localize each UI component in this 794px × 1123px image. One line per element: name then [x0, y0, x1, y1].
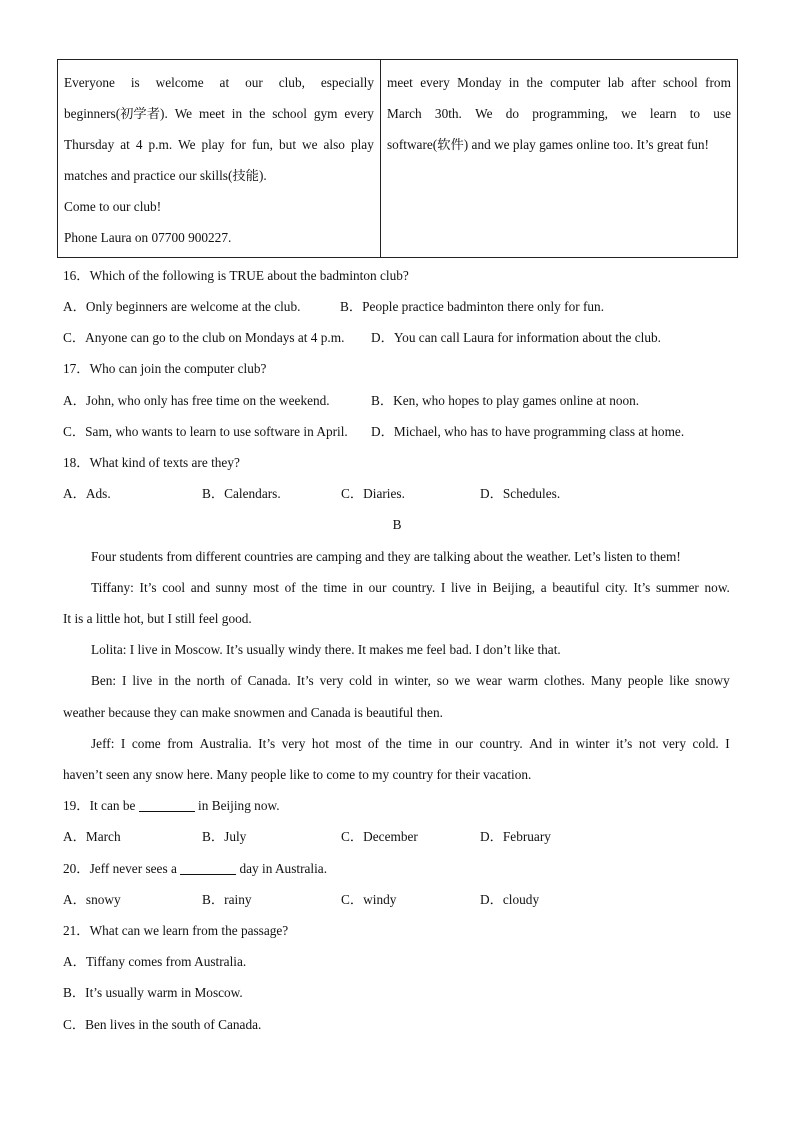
word: cool [162, 580, 186, 595]
word: hot [311, 736, 329, 751]
word: most [253, 580, 279, 595]
word: We [174, 106, 193, 121]
word: city. [605, 580, 628, 595]
word: time [408, 736, 432, 751]
word: school [272, 106, 307, 121]
word: sunny [215, 580, 248, 595]
word: from [167, 736, 194, 751]
word: beautiful [552, 580, 600, 595]
word: play [350, 137, 374, 152]
word: like [669, 673, 690, 688]
q20-answer-blank [180, 860, 236, 875]
word: to [689, 106, 701, 121]
word: live [450, 580, 471, 595]
word: now. [704, 580, 730, 595]
word: for [230, 137, 246, 152]
club-ads-table [57, 59, 738, 258]
word: not [638, 736, 656, 751]
q16-option-a[interactable]: A．Only beginners are welcome at the club. [63, 299, 301, 314]
word: in [438, 736, 449, 751]
word: It’s [296, 673, 314, 688]
q17-option-c[interactable]: C．Sam, who wants to learn to use software in April. [63, 424, 348, 439]
word: people [627, 673, 664, 688]
word: our [455, 736, 474, 751]
word: the [174, 673, 191, 688]
word: We [475, 106, 493, 121]
word: I [440, 580, 446, 595]
word: winter [575, 736, 610, 751]
word: we [621, 106, 637, 121]
tiffany-line-1 [91, 572, 730, 603]
section-b-heading: B [392, 517, 402, 532]
word: at [219, 75, 230, 90]
badminton-ad-line [64, 222, 374, 253]
word: beginners(初学者). [64, 106, 168, 121]
word: Phone Laura on 07700 900227. [64, 230, 232, 245]
badminton-ad-line [64, 160, 374, 191]
word: in [158, 673, 169, 688]
word: in [377, 673, 389, 688]
word: It’s [139, 580, 157, 595]
word: we [302, 137, 318, 152]
q21-option-b[interactable]: B．It’s usually warm in Moscow. [63, 985, 243, 1000]
jeff-line-1 [91, 728, 730, 759]
word: use [713, 106, 731, 121]
q20-stem-start: 20．Jeff never sees a [63, 861, 177, 876]
word: cold. [692, 736, 719, 751]
q19-stem-end: in Beijing now. [198, 798, 280, 813]
passage-intro: Four students from different countries are camping and they are talking about the weather. Let’s listen to them! [91, 549, 681, 564]
word: and [190, 580, 210, 595]
ben-line-1 [91, 665, 730, 696]
q18-option-b[interactable]: B．Calendars. [202, 486, 281, 501]
q19-stem-start: 19．It can be [63, 798, 136, 813]
word: most [335, 736, 362, 751]
word: every [344, 106, 374, 121]
q17-option-a[interactable]: A．John, who only has free time on the weekend. [63, 393, 330, 408]
word: Thursday [64, 137, 115, 152]
word: of [367, 736, 379, 751]
question-19-stem [63, 790, 280, 821]
q21-option-c[interactable]: C．Ben lives in the south of Canada. [63, 1017, 262, 1032]
q19-option-c[interactable]: C．December [341, 829, 418, 844]
word: in [476, 580, 487, 595]
word: in [508, 75, 520, 90]
lolita-line: Lolita: I live in Moscow. It’s usually windy there. It makes me feel bad. I don’t like that. [91, 642, 561, 657]
word: the [301, 580, 318, 595]
word: clothes. [544, 673, 585, 688]
word: Australia. [199, 736, 252, 751]
word: 30th. [434, 106, 462, 121]
word: matches and practice our skills(技能). [64, 168, 267, 183]
question-21-stem: 21．What can we learn from the passage? [63, 923, 289, 938]
word: come [131, 736, 161, 751]
computer-ad-line [387, 129, 731, 160]
word: live [132, 673, 153, 688]
word: every [420, 75, 450, 90]
computer-ad-line [387, 67, 731, 98]
word: of [230, 673, 242, 688]
computer-club-ad [381, 60, 737, 257]
q16-option-c[interactable]: C．Anyone can go to the club on Mondays at 4 p.m. [63, 330, 345, 345]
badminton-club-ad [58, 60, 381, 257]
word: programming, [532, 106, 608, 121]
word: it’s [616, 736, 633, 751]
word: It’s [633, 580, 651, 595]
word: Ben: [91, 673, 117, 688]
word: computer [550, 75, 601, 90]
word: meet [199, 106, 225, 121]
word: I [122, 673, 127, 688]
question-18-stem: 18．What kind of texts are they? [63, 455, 240, 470]
word: country. [479, 736, 523, 751]
word: time [323, 580, 347, 595]
q18-option-c[interactable]: C．Diaries. [341, 486, 405, 501]
word: Come to our club! [64, 199, 162, 214]
tiffany-line-2: It is a little hot, but I still feel good. [63, 611, 252, 626]
word: but [279, 137, 297, 152]
q20-option-b[interactable]: B．rainy [202, 892, 252, 907]
word: Monday [457, 75, 502, 90]
word: cold [349, 673, 373, 688]
computer-ad-line [387, 98, 731, 129]
word: meet [387, 75, 413, 90]
q20-option-c[interactable]: C．windy [341, 892, 397, 907]
q19-answer-blank [139, 797, 195, 812]
q18-option-a[interactable]: A．Ads. [63, 486, 111, 501]
q17-option-b[interactable]: B．Ken, who hopes to play games online at noon. [371, 393, 640, 408]
q19-option-d[interactable]: D．February [480, 829, 551, 844]
word: of [284, 580, 296, 595]
word: the [385, 736, 402, 751]
word: Everyone [64, 75, 115, 90]
word: a [540, 580, 547, 595]
word: summer [656, 580, 699, 595]
word: wear [476, 673, 502, 688]
word: Canada. [247, 673, 291, 688]
word: club, [278, 75, 305, 90]
word: in [231, 106, 243, 121]
q16-option-b[interactable]: B．People practice badminton there only for fun. [340, 299, 605, 314]
word: fun, [251, 137, 274, 152]
word: very [281, 736, 306, 751]
word: lab [607, 75, 624, 90]
word: 4 [135, 137, 143, 152]
question-16-stem: 16．Which of the following is TRUE about the badminton club? [63, 268, 409, 283]
q20-stem-end: day in Australia. [239, 861, 328, 876]
word: learn [649, 106, 677, 121]
word: Many [590, 673, 622, 688]
word: p.m. [148, 137, 173, 152]
word: do [505, 106, 520, 121]
q18-option-d[interactable]: D．Schedules. [480, 486, 561, 501]
word: warm [507, 673, 539, 688]
word: in [352, 580, 363, 595]
word: very [662, 736, 686, 751]
word: is [130, 75, 140, 90]
word: I [725, 736, 730, 751]
word: Jeff: [91, 736, 115, 751]
word: north [196, 673, 225, 688]
word: Tiffany: [91, 580, 134, 595]
word: Beijing, [492, 580, 536, 595]
q19-option-a[interactable]: A．March [63, 829, 121, 844]
word: We [178, 137, 196, 152]
word: especially [320, 75, 374, 90]
word: welcome [155, 75, 204, 90]
q16-option-d[interactable]: D．You can call Laura for information about the club. [371, 330, 661, 345]
word: It’s [258, 736, 276, 751]
badminton-ad-line [64, 129, 374, 160]
word: we [454, 673, 471, 688]
word: school [663, 75, 698, 90]
word: country. [392, 580, 436, 595]
ben-line-2: weather because they can make snowmen and Canada is beautiful then. [63, 705, 443, 720]
word: at [120, 137, 130, 152]
word: after [631, 75, 656, 90]
word: play [201, 137, 225, 152]
word: And [529, 736, 553, 751]
question-20-stem [63, 853, 327, 884]
word: in [558, 736, 569, 751]
word: very [319, 673, 344, 688]
word: also [323, 137, 345, 152]
word: our [368, 580, 387, 595]
q21-option-a[interactable]: A．Tiffany comes from Australia. [63, 954, 247, 969]
question-17-stem: 17．Who can join the computer club? [63, 361, 267, 376]
word: our [245, 75, 263, 90]
q20-option-a[interactable]: A．snowy [63, 892, 121, 907]
word: gym [313, 106, 338, 121]
q17-option-d[interactable]: D．Michael, who has to have programming class at home. [371, 424, 685, 439]
word: snowy [695, 673, 730, 688]
word: March [387, 106, 422, 121]
q20-option-d[interactable]: D．cloudy [480, 892, 540, 907]
word: the [526, 75, 543, 90]
word: the [249, 106, 266, 121]
badminton-ad-line [64, 191, 374, 222]
word: so [436, 673, 449, 688]
q19-option-b[interactable]: B．July [202, 829, 247, 844]
word: I [120, 736, 126, 751]
jeff-line-2: haven’t seen any snow here. Many people like to come to my country for their vacation. [63, 767, 532, 782]
word: winter, [394, 673, 431, 688]
word: from [705, 75, 731, 90]
word: software(软件) and we play games online too. It’s great fun! [387, 137, 709, 152]
badminton-ad-line [64, 98, 374, 129]
badminton-ad-line [64, 67, 374, 98]
